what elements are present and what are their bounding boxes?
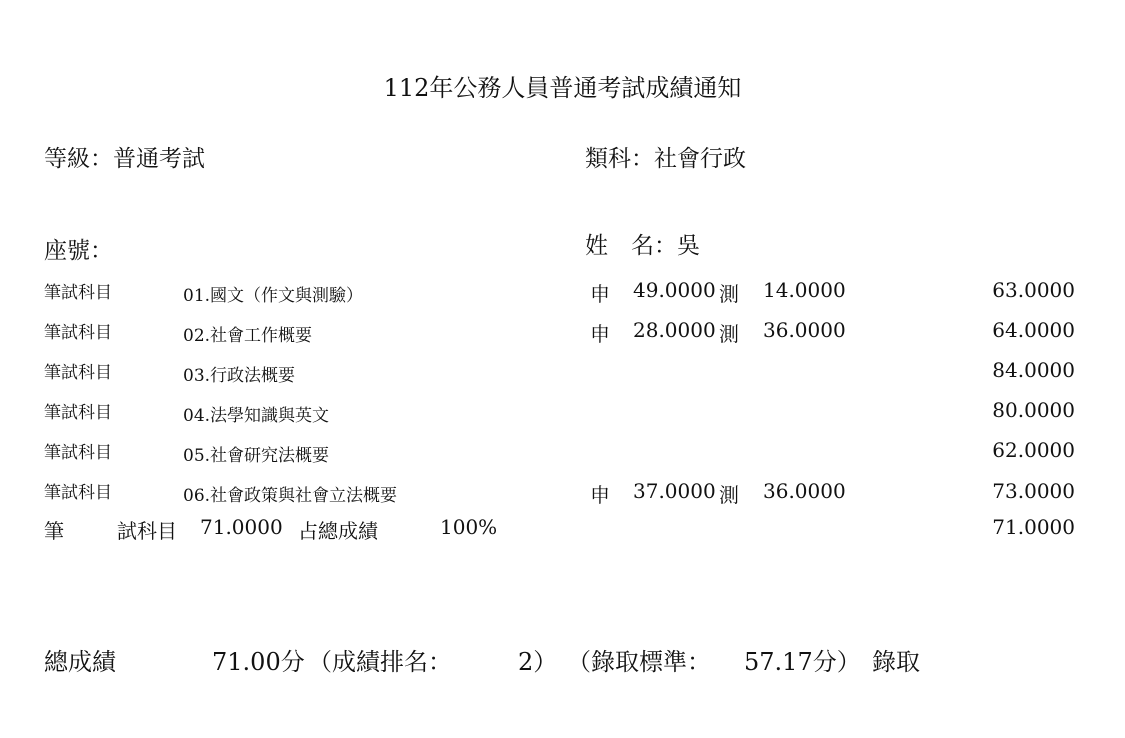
subject-type: 筆試科目 xyxy=(44,283,112,303)
total-score: 71.00分 xyxy=(212,648,305,676)
subject-score: 80.0000 xyxy=(992,398,1075,422)
level-value: 普通考試 xyxy=(113,146,205,172)
summary-share-value: 100% xyxy=(440,515,498,539)
result-value: 錄取 xyxy=(872,648,920,676)
standard-value: 57.17分） xyxy=(744,648,861,676)
test-label: 測 xyxy=(719,282,739,306)
essay-label: 申 xyxy=(590,322,610,346)
summary-label-b: 試科目 xyxy=(117,519,177,543)
subject-score: 84.0000 xyxy=(992,358,1075,382)
subject-type: 筆試科目 xyxy=(44,403,112,423)
rank-open: （成績排名： xyxy=(308,648,452,676)
category-value: 社會行政 xyxy=(654,146,746,172)
seat-field xyxy=(44,232,113,265)
name-label: 姓 名： xyxy=(585,233,677,259)
summary-label-a: 筆 xyxy=(44,519,64,543)
subject-type: 筆試科目 xyxy=(44,323,112,343)
subject-score: 64.0000 xyxy=(992,318,1075,342)
total-label: 總成績 xyxy=(44,648,116,676)
subject-score: 62.0000 xyxy=(992,438,1075,462)
subject-name: 05.社會研究法概要 xyxy=(183,446,330,466)
standard-open: （錄取標準： xyxy=(567,648,711,676)
rank-value: 2） xyxy=(518,648,558,676)
name-field xyxy=(585,227,700,260)
summary-score: 71.0000 xyxy=(992,515,1075,539)
essay-label: 申 xyxy=(590,282,610,306)
summary-share-label: 占總成績 xyxy=(298,519,378,543)
seat-label: 座號： xyxy=(44,238,113,264)
level-label: 等級： xyxy=(44,146,113,172)
subject-type: 筆試科目 xyxy=(44,363,112,383)
test-label: 測 xyxy=(719,322,739,346)
subject-name: 03.行政法概要 xyxy=(183,366,296,386)
test-score: 36.0000 xyxy=(763,318,846,342)
test-label: 測 xyxy=(719,483,739,507)
essay-score: 37.0000 xyxy=(633,479,716,503)
test-score: 36.0000 xyxy=(763,479,846,503)
test-score: 14.0000 xyxy=(763,278,846,302)
subject-name: 01.國文（作文與測驗） xyxy=(183,286,364,306)
level-field xyxy=(44,140,205,173)
essay-label: 申 xyxy=(590,483,610,507)
category-field xyxy=(585,140,746,173)
category-label: 類科： xyxy=(585,146,654,172)
subject-name: 04.法學知識與英文 xyxy=(183,406,330,426)
page-title: 112年公務人員普通考試成績通知 xyxy=(383,74,742,102)
summary-average: 71.0000 xyxy=(200,515,283,539)
essay-score: 28.0000 xyxy=(633,318,716,342)
subject-type: 筆試科目 xyxy=(44,483,112,503)
subject-score: 63.0000 xyxy=(992,278,1075,302)
subject-name: 02.社會工作概要 xyxy=(183,326,313,346)
name-value: 吳 xyxy=(677,233,700,259)
subject-type: 筆試科目 xyxy=(44,443,112,463)
essay-score: 49.0000 xyxy=(633,278,716,302)
subject-name: 06.社會政策與社會立法概要 xyxy=(183,486,398,506)
subject-score: 73.0000 xyxy=(992,479,1075,503)
